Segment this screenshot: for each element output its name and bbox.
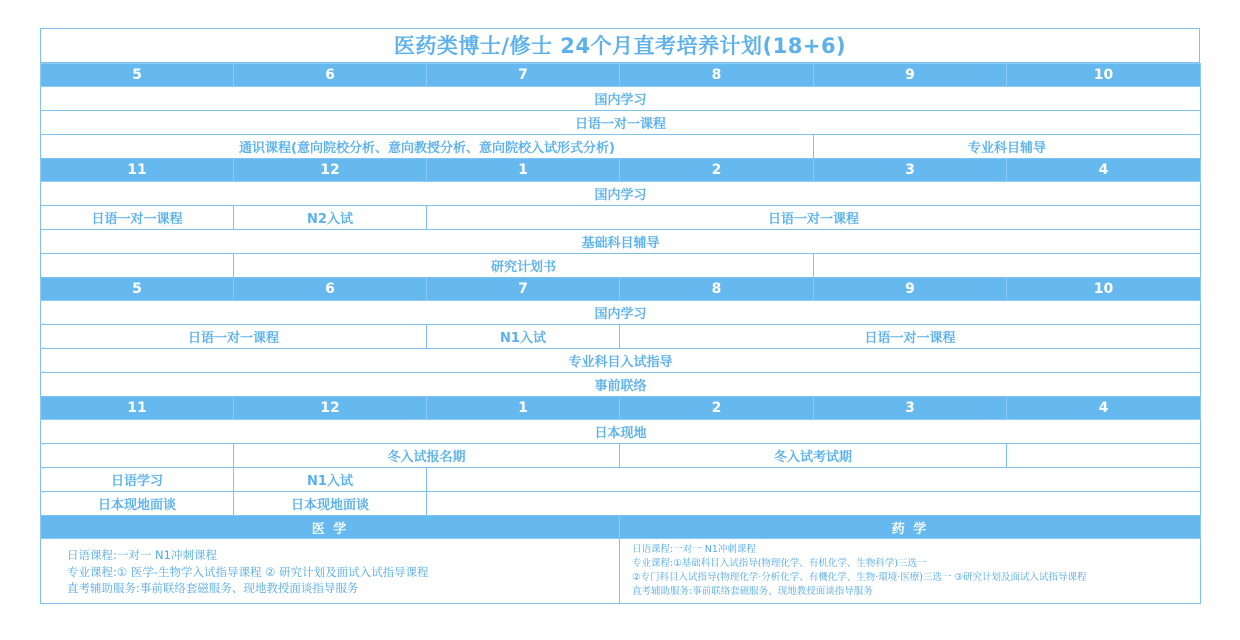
- note-line: 直考辅助服务:事前联络套磁服务、现地教授面谈指导服务: [67, 581, 359, 595]
- japanese-course: 日语一对一课程: [41, 111, 1201, 135]
- month-cell: 5: [41, 278, 234, 301]
- month-cell: 9: [814, 278, 1007, 301]
- month-cell: 8: [620, 64, 814, 87]
- month-cell: 6: [234, 64, 427, 87]
- table-row: [41, 301, 1201, 325]
- month-cell: 10: [1007, 64, 1201, 87]
- month-header-row: [41, 278, 1201, 301]
- table-row: [41, 111, 1201, 135]
- location-domestic: 国内学习: [41, 87, 1201, 111]
- research-plan: 研究计划书: [234, 254, 814, 278]
- section-medicine-title: 医 学: [41, 516, 620, 539]
- medicine-notes: [41, 539, 620, 604]
- schedule-table: [40, 63, 1201, 604]
- table-row: [41, 444, 1201, 468]
- table-row: [41, 468, 1201, 492]
- location-domestic: 国内学习: [41, 301, 1201, 325]
- basic-tutoring: 基础科目辅导: [41, 230, 1201, 254]
- location-japan: 日本现地: [41, 420, 1201, 444]
- table-row: [41, 492, 1201, 516]
- n1-exam: N1入试: [234, 468, 427, 492]
- empty-cell: [41, 254, 234, 278]
- general-course: 通识课程(意向院校分析、意向教授分析、意向院校入试形式分析): [41, 135, 814, 159]
- japanese-course: 日语一对一课程: [620, 325, 1201, 349]
- month-cell: 4: [1007, 159, 1201, 182]
- month-cell: 12: [234, 397, 427, 420]
- study-plan: [40, 28, 1200, 604]
- japanese-course: 日语一对一课程: [427, 206, 1201, 230]
- table-row: [41, 182, 1201, 206]
- month-cell: 9: [814, 64, 1007, 87]
- month-cell: 10: [1007, 278, 1201, 301]
- month-cell: 8: [620, 278, 814, 301]
- table-row: [41, 206, 1201, 230]
- empty-cell: [814, 254, 1201, 278]
- section-pharmacy-title: 药 学: [620, 516, 1201, 539]
- section-notes-row: [41, 539, 1201, 604]
- empty-cell: [427, 492, 1201, 516]
- table-row: [41, 373, 1201, 397]
- month-cell: 1: [427, 397, 620, 420]
- table-row: [41, 420, 1201, 444]
- plan-title: 医药类博士/修士 24个月直考培养计划(18+6): [40, 28, 1200, 63]
- note-line: 日语课程:一对一 N1冲刺课程: [632, 544, 756, 555]
- month-cell: 2: [620, 159, 814, 182]
- month-cell: 1: [427, 159, 620, 182]
- empty-cell: [1007, 444, 1201, 468]
- section-header-row: [41, 516, 1201, 539]
- exam-period: 冬入试考试期: [620, 444, 1007, 468]
- japanese-study: 日语学习: [41, 468, 234, 492]
- location-domestic: 国内学习: [41, 182, 1201, 206]
- month-header-row: [41, 64, 1201, 87]
- month-cell: 7: [427, 278, 620, 301]
- pharmacy-notes: [620, 539, 1201, 604]
- japanese-course: 日语一对一课程: [41, 325, 427, 349]
- month-cell: 2: [620, 397, 814, 420]
- note-line: 直考辅助服务:事前联络套磁服务、现地教授面谈指导服务: [632, 586, 873, 597]
- month-cell: 5: [41, 64, 234, 87]
- table-row: [41, 325, 1201, 349]
- major-tutoring: 专业科目辅导: [814, 135, 1201, 159]
- month-cell: 12: [234, 159, 427, 182]
- japanese-course: 日语一对一课程: [41, 206, 234, 230]
- interview: 日本现地面谈: [234, 492, 427, 516]
- registration-period: 冬入试报名期: [234, 444, 620, 468]
- table-row: [41, 254, 1201, 278]
- note-line: ②专门科目入试指导(物理化学·分析化学、有機化学、生物·環境·医療)三选一 ③研究计划及面试入试指导课程: [632, 572, 1087, 583]
- month-cell: 3: [814, 159, 1007, 182]
- empty-cell: [427, 468, 1201, 492]
- pre-contact: 事前联络: [41, 373, 1201, 397]
- note-line: 专业课程:①基础科目入试指导(物理化学、有机化学、生物科学)三选一: [632, 558, 927, 569]
- interview: 日本现地面谈: [41, 492, 234, 516]
- month-cell: 4: [1007, 397, 1201, 420]
- month-cell: 11: [41, 159, 234, 182]
- month-cell: 7: [427, 64, 620, 87]
- month-cell: 6: [234, 278, 427, 301]
- empty-cell: [41, 444, 234, 468]
- table-row: [41, 230, 1201, 254]
- major-exam-guidance: 专业科目入试指导: [41, 349, 1201, 373]
- n2-exam: N2入试: [234, 206, 427, 230]
- table-row: [41, 135, 1201, 159]
- note-line: 专业课程:① 医学-生物学入试指导课程 ② 研究计划及面试入试指导课程: [67, 564, 429, 579]
- note-line: 日语课程:一对一 N1冲刺课程: [67, 548, 217, 562]
- table-row: [41, 87, 1201, 111]
- month-header-row: [41, 159, 1201, 182]
- month-cell: 11: [41, 397, 234, 420]
- n1-exam: N1入试: [427, 325, 620, 349]
- month-cell: 3: [814, 397, 1007, 420]
- month-header-row: [41, 397, 1201, 420]
- table-row: [41, 349, 1201, 373]
